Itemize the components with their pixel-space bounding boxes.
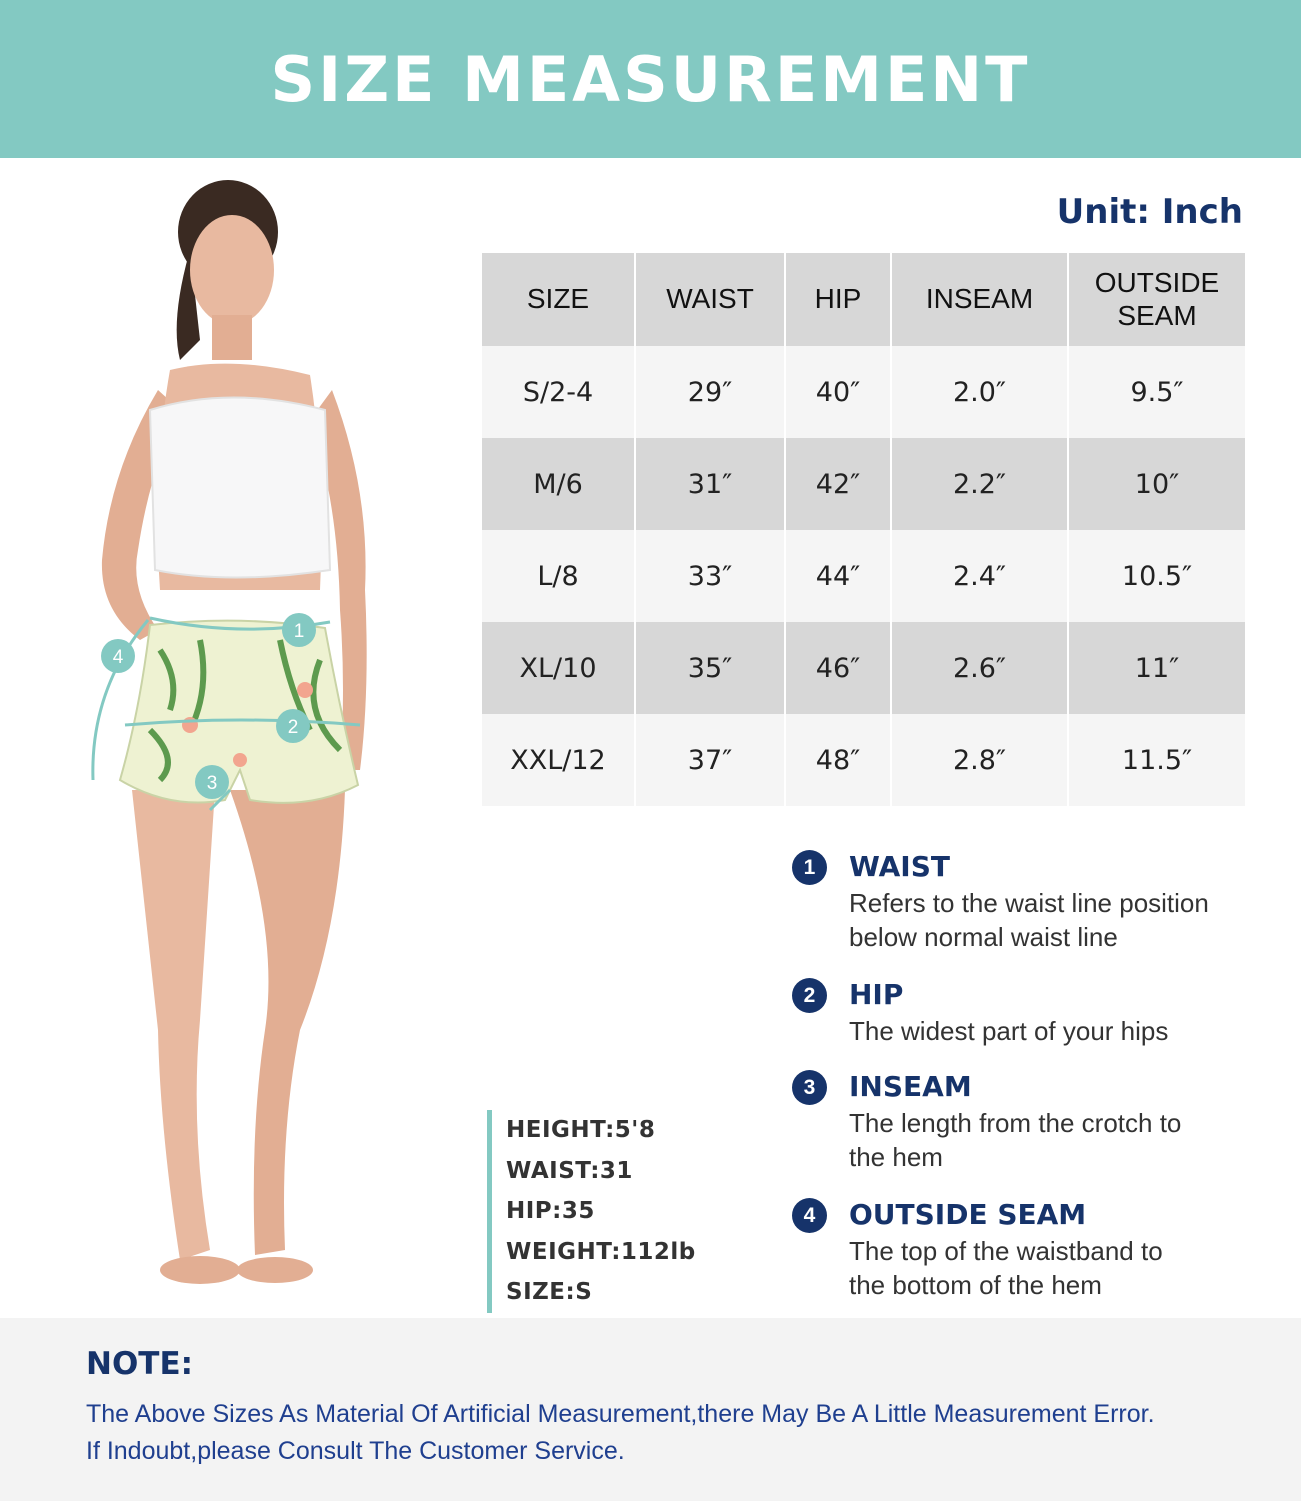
marker-hip-label: 2 [287, 717, 299, 738]
stat-waist: WAIST:31 [506, 1157, 633, 1184]
table-cell: XXL/12 [482, 714, 635, 806]
legend-title: HIP [849, 978, 904, 1011]
legend-description: the bottom of the hem [849, 1270, 1102, 1300]
table-cell: 40″ [785, 346, 891, 438]
legend-title: OUTSIDE SEAM [849, 1198, 1087, 1231]
table-row [482, 438, 1245, 530]
table-cell: XL/10 [482, 622, 635, 714]
stat-hip: HIP:35 [506, 1198, 595, 1224]
header-banner [0, 0, 1301, 158]
legend-title: WAIST [849, 850, 950, 883]
legend-title: INSEAM [849, 1070, 972, 1103]
header-text: INSEAM [925, 283, 1034, 315]
table-row [482, 346, 1245, 438]
table-cell: 44″ [785, 530, 891, 622]
table-cell: 10″ [1068, 438, 1245, 530]
legend-description: The widest part of your hips [849, 1016, 1169, 1046]
model-stats [487, 1110, 696, 1313]
table-cell: 33″ [635, 530, 785, 622]
column-header-size [482, 253, 635, 346]
table-row [482, 622, 1245, 714]
table-cell: 29″ [635, 346, 785, 438]
table-cell: 31″ [635, 438, 785, 530]
marker-waist-label: 1 [293, 621, 305, 642]
legend-item-inseam [792, 1068, 1272, 1174]
legend-item-waist [792, 848, 1272, 954]
legend-description: below normal waist line [849, 922, 1118, 952]
model-illustration [40, 170, 440, 1310]
table-header-row [482, 253, 1245, 346]
marker-inseam [195, 765, 229, 799]
table-cell: 48″ [785, 714, 891, 806]
marker-inseam-label: 3 [206, 773, 218, 794]
table-cell: 2.6″ [891, 622, 1068, 714]
table-cell: 11.5″ [1068, 714, 1245, 806]
legend-description: the hem [849, 1142, 943, 1172]
stat-size: SIZE:S [506, 1279, 593, 1305]
legend-number: 4 [792, 1198, 827, 1233]
marker-waist [282, 613, 316, 647]
column-header-inseam [891, 253, 1068, 346]
header-text: WAIST [666, 283, 754, 315]
stat-height: HEIGHT:5'8 [506, 1117, 656, 1143]
header-text: SIZE [526, 283, 590, 315]
table-cell: L/8 [482, 530, 635, 622]
header-text: OUTSIDE [1094, 267, 1220, 299]
table-cell: 46″ [785, 622, 891, 714]
table-cell: 2.0″ [891, 346, 1068, 438]
column-header-waist [635, 253, 785, 346]
table-row [482, 714, 1245, 806]
legend-number: 3 [792, 1070, 827, 1105]
table-cell: 2.4″ [891, 530, 1068, 622]
column-header-hip [785, 253, 891, 346]
table-cell: M/6 [482, 438, 635, 530]
legend-description: Refers to the waist line position [849, 888, 1209, 918]
legend-description: The length from the crotch to [849, 1108, 1182, 1138]
legend-description: The top of the waistband to [849, 1236, 1163, 1266]
legend-number: 2 [792, 978, 827, 1013]
marker-outside-seam-label: 4 [112, 647, 124, 668]
legend-item-outside-seam [792, 1196, 1272, 1302]
size-table [482, 253, 1245, 806]
note-line: The Above Sizes As Material Of Artificial Measurement,there May Be A Little Measurement Error. [86, 1400, 1155, 1428]
header-text: SEAM [1117, 299, 1197, 331]
table-cell: S/2-4 [482, 346, 635, 438]
table-cell: 42″ [785, 438, 891, 530]
table-cell: 35″ [635, 622, 785, 714]
column-header-outside-seam [1068, 253, 1245, 346]
table-row [482, 530, 1245, 622]
unit-label: Unit: Inch [1056, 192, 1243, 232]
table-cell: 11″ [1068, 622, 1245, 714]
table-cell: 9.5″ [1068, 346, 1245, 438]
note-section [0, 1318, 1301, 1501]
marker-outside-seam [101, 639, 135, 673]
page-title: SIZE MEASUREMENT [270, 42, 1031, 116]
table-cell: 10.5″ [1068, 530, 1245, 622]
table-cell: 37″ [635, 714, 785, 806]
table-cell: 2.2″ [891, 438, 1068, 530]
legend-item-hip [792, 976, 1272, 1048]
note-line: If Indoubt,please Consult The Customer Service. [86, 1437, 625, 1465]
stat-weight: WEIGHT:112lb [506, 1238, 696, 1265]
marker-hip [276, 709, 310, 743]
note-title: NOTE: [86, 1346, 194, 1382]
table-cell: 2.8″ [891, 714, 1068, 806]
legend-number: 1 [792, 850, 827, 885]
model-photo [40, 170, 440, 1310]
header-text: HIP [814, 283, 862, 315]
measurement-legend [792, 848, 1272, 1302]
